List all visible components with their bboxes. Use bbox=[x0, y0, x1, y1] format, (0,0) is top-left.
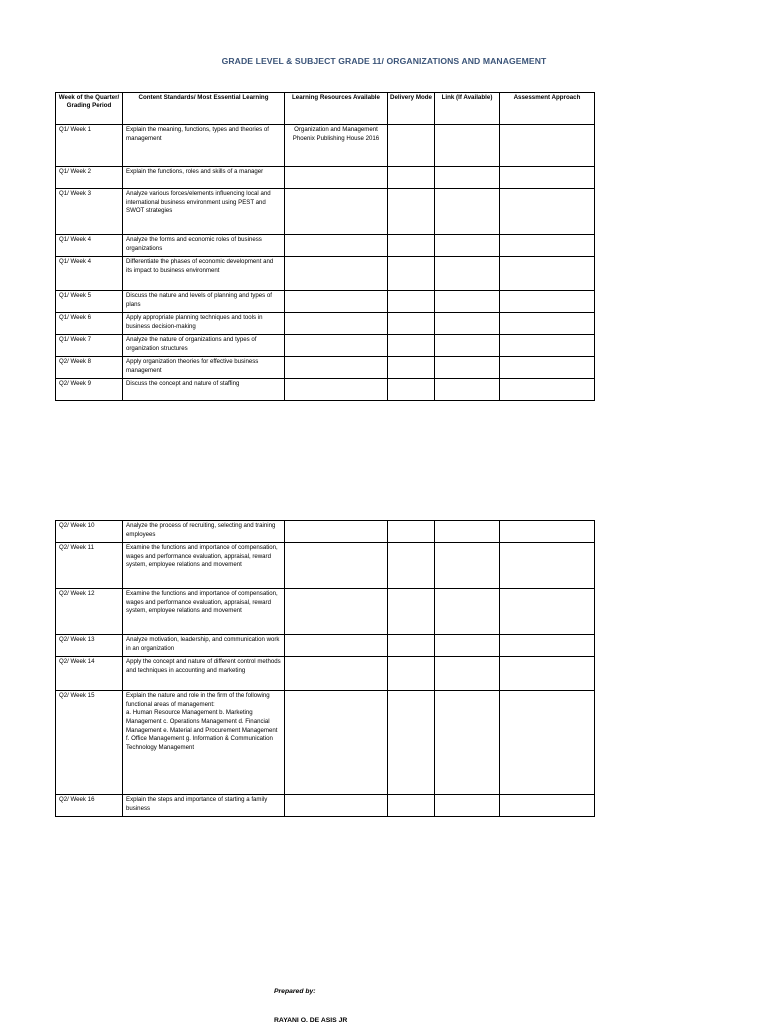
delivery-cell bbox=[388, 795, 435, 817]
competency-cell: Examine the functions and importance of compensation, wages and performance evaluation, appraisal, reward system, employee relations and movement bbox=[123, 589, 285, 635]
assessment-cell bbox=[500, 795, 595, 817]
link-cell bbox=[435, 189, 500, 235]
table-row bbox=[56, 795, 595, 817]
link-cell bbox=[435, 125, 500, 167]
header-resources: Learning Resources Available bbox=[285, 93, 388, 125]
resources-cell bbox=[285, 167, 388, 189]
table-row bbox=[56, 379, 595, 401]
delivery-cell bbox=[388, 257, 435, 291]
table-row bbox=[56, 167, 595, 189]
week-cell: Q2/ Week 8 bbox=[56, 357, 123, 379]
week-cell: Q2/ Week 13 bbox=[56, 635, 123, 657]
week-cell: Q2/ Week 12 bbox=[56, 589, 123, 635]
competency-cell: Analyze motivation, leadership, and communication work in an organization bbox=[123, 635, 285, 657]
delivery-cell bbox=[388, 589, 435, 635]
resources-cell bbox=[285, 589, 388, 635]
table-row bbox=[56, 657, 595, 691]
assessment-cell bbox=[500, 335, 595, 357]
delivery-cell bbox=[388, 379, 435, 401]
link-cell bbox=[435, 335, 500, 357]
week-cell: Q1/ Week 4 bbox=[56, 257, 123, 291]
competency-cell: Analyze the process of recruiting, selecting and training employees bbox=[123, 521, 285, 543]
link-cell bbox=[435, 795, 500, 817]
week-cell: Q2/ Week 14 bbox=[56, 657, 123, 691]
resources-cell bbox=[285, 379, 388, 401]
assessment-cell bbox=[500, 357, 595, 379]
link-cell bbox=[435, 235, 500, 257]
header-link: Link (If Available) bbox=[435, 93, 500, 125]
competency-cell: Apply appropriate planning techniques and tools in business decision-making bbox=[123, 313, 285, 335]
link-cell bbox=[435, 543, 500, 589]
assessment-cell bbox=[500, 379, 595, 401]
table-row bbox=[56, 291, 595, 313]
week-cell: Q1/ Week 2 bbox=[56, 167, 123, 189]
resources-cell bbox=[285, 257, 388, 291]
assessment-cell bbox=[500, 657, 595, 691]
resources-cell bbox=[285, 235, 388, 257]
assessment-cell bbox=[500, 257, 595, 291]
delivery-cell bbox=[388, 167, 435, 189]
competency-cell: Examine the functions and importance of compensation, wages and performance evaluation, appraisal, reward system, employee relations and movement bbox=[123, 543, 285, 589]
table-row bbox=[56, 635, 595, 657]
table-row bbox=[56, 189, 595, 235]
competency-cell: Apply organization theories for effective business management bbox=[123, 357, 285, 379]
assessment-cell bbox=[500, 189, 595, 235]
competency-cell: Explain the functions, roles and skills of a manager bbox=[123, 167, 285, 189]
delivery-cell bbox=[388, 189, 435, 235]
link-cell bbox=[435, 167, 500, 189]
assessment-cell bbox=[500, 313, 595, 335]
assessment-cell bbox=[500, 543, 595, 589]
week-cell: Q2/ Week 11 bbox=[56, 543, 123, 589]
resources-cell bbox=[285, 543, 388, 589]
header-delivery: Delivery Mode bbox=[388, 93, 435, 125]
preparer-name: RAYANI O. DE ASIS JR bbox=[274, 1017, 348, 1024]
competency-cell: Explain the nature and role in the firm of the following functional areas of management: a. Human Resource Management b. Marketing Management c. Operations Management d. Financial Management e. Material and Procurement Management f. Office Management g. Information & Communication Technology Management bbox=[123, 691, 285, 795]
table-row bbox=[56, 521, 595, 543]
delivery-cell bbox=[388, 543, 435, 589]
table-row bbox=[56, 357, 595, 379]
assessment-cell bbox=[500, 235, 595, 257]
competency-cell: Discuss the concept and nature of staffing bbox=[123, 379, 285, 401]
link-cell bbox=[435, 291, 500, 313]
week-cell: Q1/ Week 7 bbox=[56, 335, 123, 357]
competency-cell: Explain the meaning, functions, types and theories of management bbox=[123, 125, 285, 167]
table-row bbox=[56, 335, 595, 357]
delivery-cell bbox=[388, 635, 435, 657]
header-week: Week of the Quarter/ Grading Period bbox=[56, 93, 123, 125]
table-row bbox=[56, 543, 595, 589]
table-row bbox=[56, 125, 595, 167]
resources-cell bbox=[285, 335, 388, 357]
link-cell bbox=[435, 657, 500, 691]
link-cell bbox=[435, 521, 500, 543]
document-title: GRADE LEVEL & SUBJECT GRADE 11/ ORGANIZATIONS AND MANAGEMENT bbox=[221, 56, 547, 66]
delivery-cell bbox=[388, 291, 435, 313]
table-row bbox=[56, 257, 595, 291]
week-cell: Q2/ Week 9 bbox=[56, 379, 123, 401]
delivery-cell bbox=[388, 313, 435, 335]
assessment-cell bbox=[500, 635, 595, 657]
week-cell: Q1/ Week 3 bbox=[56, 189, 123, 235]
learning-plan-table-2 bbox=[55, 520, 595, 817]
assessment-cell bbox=[500, 589, 595, 635]
table-row bbox=[56, 313, 595, 335]
link-cell bbox=[435, 379, 500, 401]
assessment-cell bbox=[500, 291, 595, 313]
competency-cell: Analyze various forces/elements influencing local and international business environment using PEST and SWOT strategies bbox=[123, 189, 285, 235]
delivery-cell bbox=[388, 521, 435, 543]
delivery-cell bbox=[388, 657, 435, 691]
resources-cell: Organization and Management Phoenix Publishing House 2016 bbox=[285, 125, 388, 167]
delivery-cell bbox=[388, 357, 435, 379]
link-cell bbox=[435, 635, 500, 657]
delivery-cell bbox=[388, 335, 435, 357]
table-header-row bbox=[56, 93, 595, 125]
delivery-cell bbox=[388, 691, 435, 795]
competency-cell: Analyze the nature of organizations and types of organization structures bbox=[123, 335, 285, 357]
link-cell bbox=[435, 313, 500, 335]
prepared-by-label: Prepared by: bbox=[274, 988, 316, 995]
link-cell bbox=[435, 691, 500, 795]
table-row bbox=[56, 589, 595, 635]
week-cell: Q1/ Week 5 bbox=[56, 291, 123, 313]
competency-cell: Discuss the nature and levels of planning and types of plans bbox=[123, 291, 285, 313]
competency-cell: Differentiate the phases of economic development and its impact to business environment bbox=[123, 257, 285, 291]
week-cell: Q1/ Week 1 bbox=[56, 125, 123, 167]
assessment-cell bbox=[500, 125, 595, 167]
competency-cell: Analyze the forms and economic roles of business organizations bbox=[123, 235, 285, 257]
resources-cell bbox=[285, 635, 388, 657]
week-cell: Q2/ Week 16 bbox=[56, 795, 123, 817]
learning-plan-table-1 bbox=[55, 92, 595, 401]
resources-cell bbox=[285, 657, 388, 691]
week-cell: Q1/ Week 4 bbox=[56, 235, 123, 257]
header-content: Content Standards/ Most Essential Learning bbox=[123, 93, 285, 125]
resources-cell bbox=[285, 691, 388, 795]
link-cell bbox=[435, 257, 500, 291]
resources-cell bbox=[285, 189, 388, 235]
table-row bbox=[56, 235, 595, 257]
week-cell: Q2/ Week 10 bbox=[56, 521, 123, 543]
resources-cell bbox=[285, 521, 388, 543]
header-assessment: Assessment Approach bbox=[500, 93, 595, 125]
table-row bbox=[56, 691, 595, 795]
assessment-cell bbox=[500, 691, 595, 795]
competency-cell: Explain the steps and importance of starting a family business bbox=[123, 795, 285, 817]
resources-cell bbox=[285, 291, 388, 313]
delivery-cell bbox=[388, 235, 435, 257]
resources-cell bbox=[285, 313, 388, 335]
week-cell: Q2/ Week 15 bbox=[56, 691, 123, 795]
resources-cell bbox=[285, 795, 388, 817]
link-cell bbox=[435, 589, 500, 635]
delivery-cell bbox=[388, 125, 435, 167]
assessment-cell bbox=[500, 521, 595, 543]
competency-cell: Apply the concept and nature of different control methods and techniques in accounting and marketing bbox=[123, 657, 285, 691]
link-cell bbox=[435, 357, 500, 379]
assessment-cell bbox=[500, 167, 595, 189]
week-cell: Q1/ Week 6 bbox=[56, 313, 123, 335]
resources-cell bbox=[285, 357, 388, 379]
